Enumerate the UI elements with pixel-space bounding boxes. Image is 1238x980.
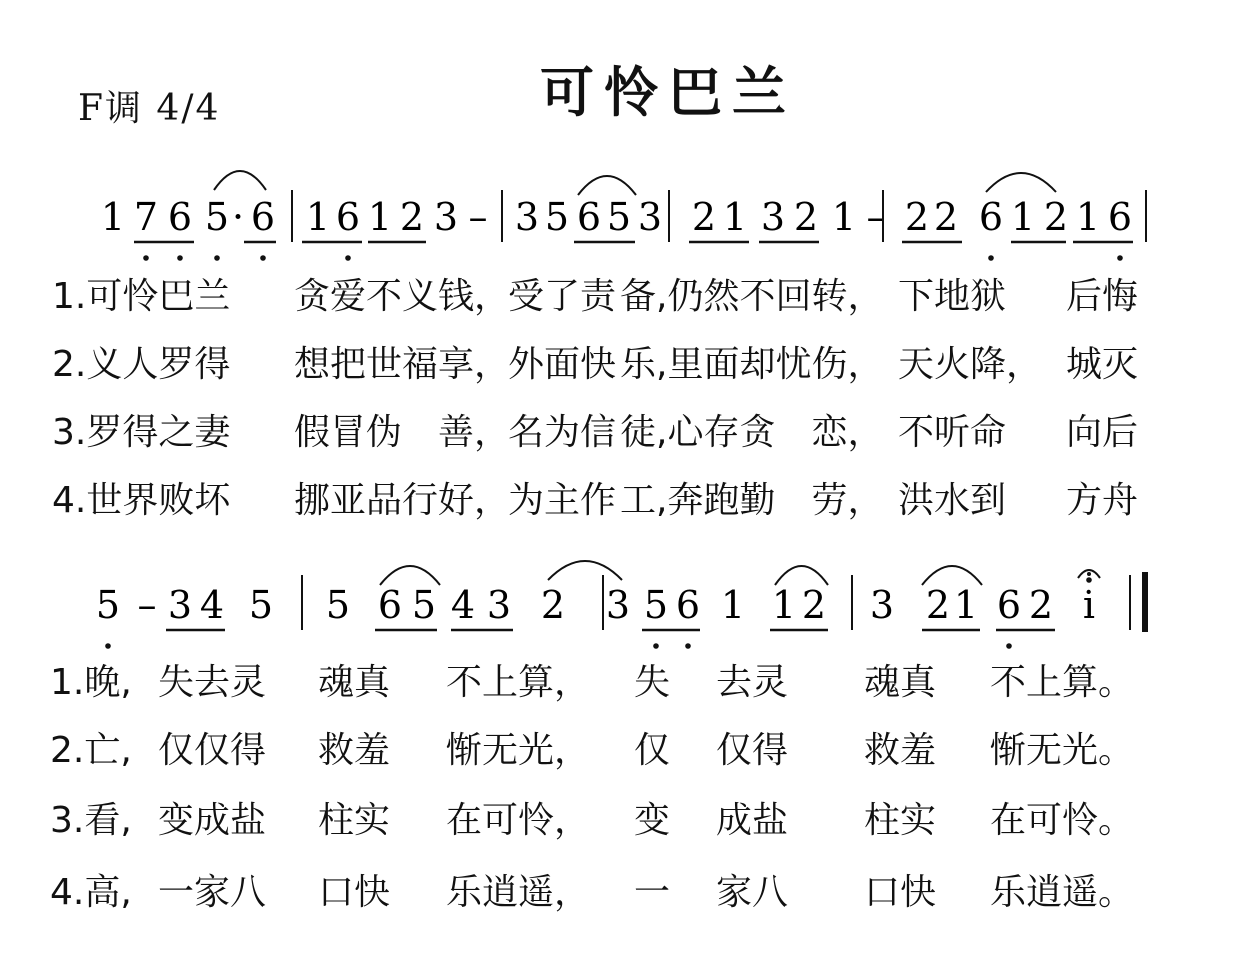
lyric-text: 不上算。 [990,662,1135,703]
lyric-text: 乐逍遥。 [990,872,1135,913]
note: 2 [399,195,425,239]
note: 1 [831,195,857,239]
note: 5 [411,583,437,627]
lyric-text: 救羞 [318,730,391,771]
lyric-text: 仅得 [716,730,789,771]
note: 3 [605,583,631,627]
lyric-text: 变 [634,800,671,841]
note: 6 [576,195,602,239]
lyric-text: 2.亡, [50,730,132,771]
fermata-dot [1087,572,1091,576]
octave-dot [143,255,149,261]
note: 5 [248,583,274,627]
note: – [137,583,157,627]
note: 1 [722,195,748,239]
song-title: 可怜巴兰 [540,61,796,124]
note: 2 [793,195,819,239]
note: 1 [1075,195,1101,239]
note: 6 [167,195,193,239]
lyric-text: 4.高, [50,872,132,913]
lyric-text: 城灭 [1066,344,1139,385]
octave-dot [214,255,220,261]
lyric-text: 仅 [634,730,671,771]
note: 2 [904,195,930,239]
note: 3 [760,195,786,239]
lyric-text: 为主作 [508,480,617,521]
lyric-text: 3.看, [50,800,132,841]
lyric-text: 洪水到 [898,480,1007,521]
lyric-text: 柱实 [864,800,937,841]
lyric-text: 口快 [318,872,391,913]
note: 6 [675,583,701,627]
octave-dot [177,255,183,261]
note: 5 [325,583,351,627]
octave-dot [105,643,111,649]
note: 6 [250,195,276,239]
lyric-text: 家八 [716,872,789,913]
note: 2 [933,195,959,239]
lyric-text: 天火降， [898,344,1043,385]
lyric-text: 外面快 [508,344,617,385]
note: 1 [771,583,797,627]
lyric-text: 徒,心存贪 恋， [620,412,884,453]
note: 4 [199,583,225,627]
octave-dot [260,255,266,261]
lyric-text: 柱实 [318,800,391,841]
note: 2 [801,583,827,627]
slur [578,176,636,195]
note: 1 [305,195,331,239]
slur [548,561,622,580]
lyric-text: 4.世界败坏 [52,480,231,521]
lyric-text: 魂真 [318,662,391,703]
lyric-verse-4 [0,864,1238,914]
note: 2 [1043,195,1069,239]
lyric-text: 1.晚, [50,662,132,703]
lyric-text: 魂真 [864,662,937,703]
note: 6 [996,583,1022,627]
lyric-verse-1 [0,654,1238,704]
note: · [231,195,245,239]
note: 5 [204,195,230,239]
lyric-text: 仅仅得 [158,730,267,771]
lyric-text: 乐,里面却忧伤， [620,344,884,385]
note: 6 [978,195,1004,239]
octave-dot [1117,255,1123,261]
lyric-text: 假冒伪 善， [294,412,511,453]
lyric-verse-3 [0,404,1238,454]
note: 3 [167,583,193,627]
note: 1 [367,195,393,239]
key-signature: F调 4/4 [78,88,221,129]
lyric-text: 名为信 [508,412,617,453]
lyric-text: 后悔 [1066,276,1139,317]
octave-dot [988,255,994,261]
note: 5 [606,195,632,239]
lyric-verse-2 [0,336,1238,386]
lyric-text: 2.义人罗得 [52,344,231,385]
lyric-verse-4 [0,472,1238,522]
note: 2 [540,583,566,627]
lyric-verse-3 [0,792,1238,842]
note: 2 [925,583,951,627]
lyric-text: 一家八 [158,872,267,913]
final-barline [1142,572,1148,632]
note: 2 [1028,583,1054,627]
note: 6 [335,195,361,239]
lyric-text: 备,仍然不回转， [620,276,884,317]
lyric-text: 1.可怜巴兰 [52,276,231,317]
note: 1 [720,583,746,627]
lyric-text: 惭无光。 [990,730,1135,771]
lyric-text: 失去灵 [158,662,267,703]
lyric-verse-1 [0,268,1238,318]
slur [986,173,1056,192]
lyric-text: 口快 [864,872,937,913]
note: 6 [377,583,403,627]
lyric-text: 去灵 [716,662,789,703]
note: 5 [95,583,121,627]
note: 2 [691,195,717,239]
note: 3 [486,583,512,627]
lyric-text: 成盐 [716,800,789,841]
lyric-text: 贪爱不义钱， [294,276,511,317]
lyric-text: 变成盐 [158,800,267,841]
octave-dot [1006,643,1012,649]
lyric-text: 受了责 [508,276,617,317]
note: 6 [1107,195,1133,239]
note: 1 [1010,195,1036,239]
lyric-text: 惭无光， [446,730,591,771]
lyric-text: 不上算， [446,662,591,703]
lyric-text: 救羞 [864,730,937,771]
lyric-text: 乐逍遥， [446,872,591,913]
note: 7 [133,195,159,239]
note: 5 [544,195,570,239]
lyric-text: 在可怜。 [990,800,1135,841]
octave-dot-high [1086,577,1092,583]
note: 3 [637,195,663,239]
lyric-text: 一 [634,872,671,913]
octave-dot [685,643,691,649]
lyric-text: 方舟 [1066,480,1139,521]
note: i [1082,583,1096,627]
note: 1 [953,583,979,627]
note: – [468,195,488,239]
lyric-text: 下地狱 [898,276,1007,317]
octave-dot [653,643,659,649]
lyric-text: 在可怜， [446,800,591,841]
lyric-text: 失 [634,662,671,703]
lyric-text: 不听命 [898,412,1007,453]
slur [214,171,266,190]
note: 3 [514,195,540,239]
lyric-text: 工,奔跑勤 劳， [620,480,884,521]
lyric-text: 3.罗得之妻 [52,412,231,453]
note: 3 [433,195,459,239]
octave-dot [345,255,351,261]
lyric-text: 挪亚品行好， [294,480,511,521]
note: 1 [100,195,126,239]
lyric-text: 想把世福享， [294,344,511,385]
note: 5 [643,583,669,627]
lyric-text: 向后 [1066,412,1139,453]
note: 3 [869,583,895,627]
note: 4 [450,583,476,627]
note: – [866,195,886,239]
lyric-verse-2 [0,722,1238,772]
